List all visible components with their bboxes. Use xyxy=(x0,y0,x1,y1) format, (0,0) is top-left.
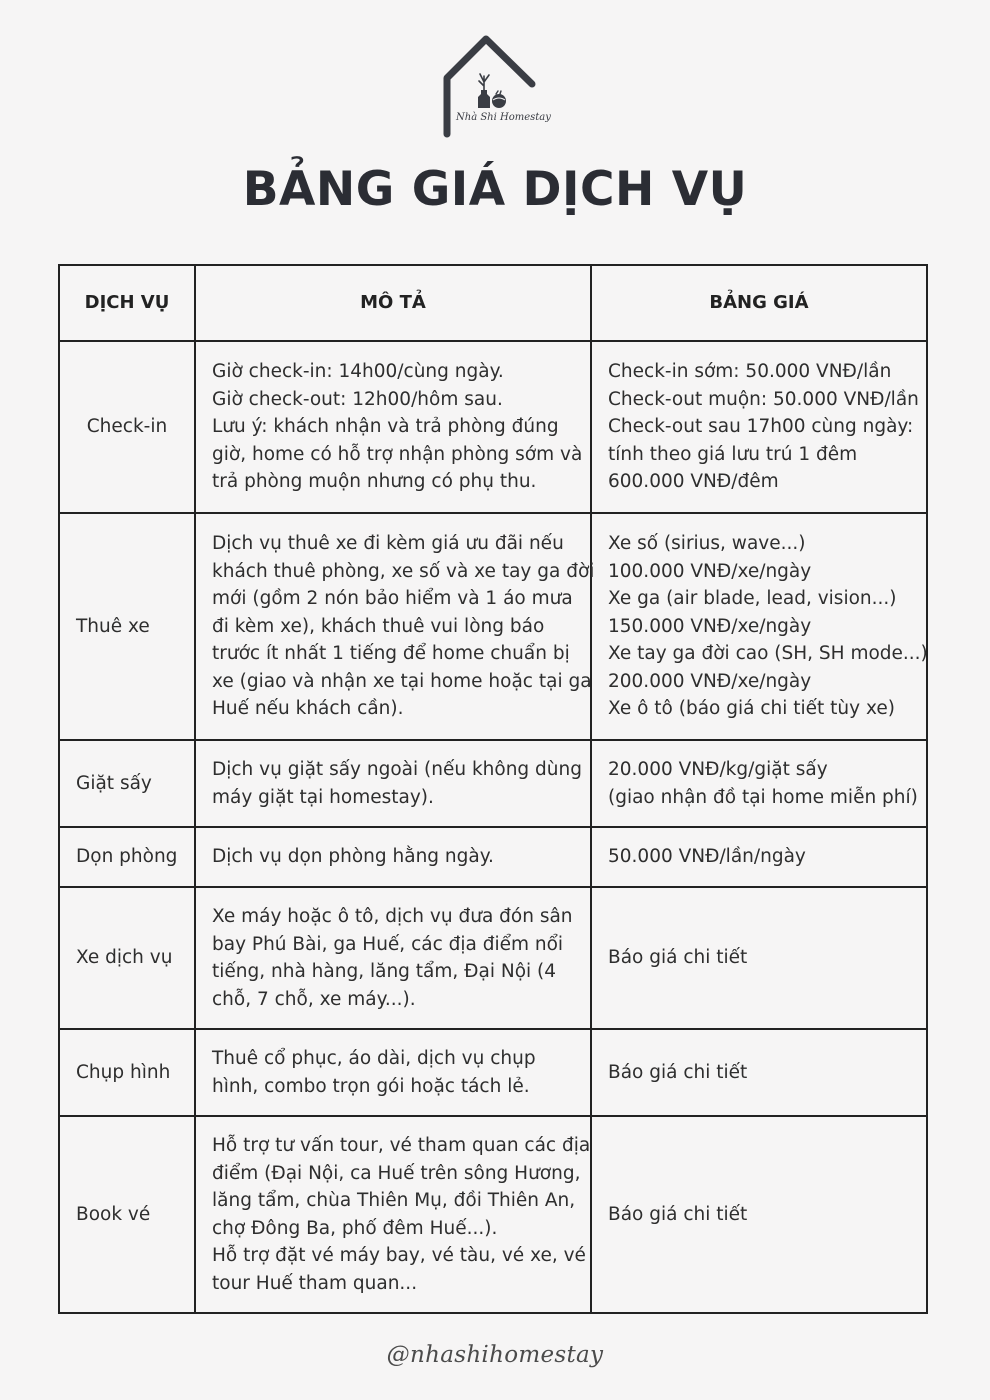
price-line: Báo giá chi tiết xyxy=(608,1061,748,1083)
table-row xyxy=(59,341,927,513)
description-line: Dịch vụ dọn phòng hằng ngày. xyxy=(212,846,494,868)
description-line: Xe máy hoặc ô tô, dịch vụ đưa đón sân xyxy=(212,906,573,927)
service-cell xyxy=(59,740,195,827)
description-line: xe (giao và nhận xe tại home hoặc tại ga xyxy=(212,670,592,692)
description-line: tour Huế tham quan... xyxy=(212,1272,418,1294)
header-description: MÔ TẢ xyxy=(195,265,591,341)
price-line: tính theo giá lưu trú 1 đêm xyxy=(608,443,858,465)
description-line: lăng tẩm, chùa Thiên Mụ, đồi Thiên An, xyxy=(212,1190,576,1211)
price-line: Check-out sau 17h00 cùng ngày: xyxy=(608,416,914,438)
price-line: (giao nhận đồ tại home miễn phí) xyxy=(608,786,918,808)
service-name: Book vé xyxy=(76,1203,151,1225)
price-cell xyxy=(591,887,927,1029)
table-row xyxy=(59,1116,927,1313)
service-cell xyxy=(59,1116,195,1313)
description-line: khách thuê phòng, xe số và xe tay ga đời xyxy=(212,560,595,582)
description-cell xyxy=(195,827,591,887)
homestay-logo xyxy=(438,30,556,142)
price-line: Báo giá chi tiết xyxy=(608,1203,748,1225)
price-line: 20.000 VNĐ/kg/giặt sấy xyxy=(608,759,828,780)
service-name: Thuê xe xyxy=(76,615,150,637)
description-line: chỗ, 7 chỗ, xe máy...). xyxy=(212,988,416,1010)
service-cell xyxy=(59,887,195,1029)
price-line: 600.000 VNĐ/đêm xyxy=(608,471,779,493)
price-line: 200.000 VNĐ/xe/ngày xyxy=(608,670,812,692)
description-line: trước ít nhất 1 tiếng để home chuẩn bị xyxy=(212,643,570,665)
description-line: hình, combo trọn gói hoặc tách lẻ. xyxy=(212,1075,530,1097)
service-name: Chụp hình xyxy=(76,1061,171,1083)
price-cell xyxy=(591,740,927,827)
table-row xyxy=(59,1029,927,1116)
service-cell xyxy=(59,341,195,513)
service-name: Giặt sấy xyxy=(76,772,152,794)
price-cell xyxy=(591,1116,927,1313)
description-line: Dịch vụ thuê xe đi kèm giá ưu đãi nếu xyxy=(212,533,564,555)
description-line: mới (gồm 2 nón bảo hiểm và 1 áo mưa xyxy=(212,588,573,610)
description-line: điểm (Đại Nội, ca Huế trên sông Hương, xyxy=(212,1162,581,1184)
service-name: Xe dịch vụ xyxy=(76,947,173,969)
table-row xyxy=(59,887,927,1029)
service-cell xyxy=(59,513,195,740)
description-line: Giờ check-in: 14h00/cùng ngày. xyxy=(212,361,504,383)
description-line: Hỗ trợ tư vấn tour, vé tham quan các địa xyxy=(212,1135,591,1156)
description-line: máy giặt tại homestay). xyxy=(212,786,434,808)
table-row xyxy=(59,740,927,827)
price-cell xyxy=(591,341,927,513)
social-handle: @nhashihomestay xyxy=(386,1342,604,1368)
description-line: tiếng, nhà hàng, lăng tẩm, Đại Nội (4 xyxy=(212,961,557,982)
page-title: BẢNG GIÁ DỊCH VỤ xyxy=(242,162,748,217)
service-name: Check-in xyxy=(86,416,168,438)
description-line: Huế nếu khách cần). xyxy=(212,698,404,720)
description-line: Thuê cổ phục, áo dài, dịch vụ chụp xyxy=(212,1048,536,1069)
description-cell xyxy=(195,513,595,740)
logo-brand-name: Nhà Shi Homestay xyxy=(456,112,551,123)
table-body xyxy=(59,341,927,1313)
description-line: Lưu ý: khách nhận và trả phòng đúng xyxy=(212,416,559,438)
house-logo-icon xyxy=(438,30,556,142)
description-cell xyxy=(195,1029,591,1116)
description-line: đi kèm xe), khách thuê vui lòng báo xyxy=(212,615,545,637)
table-header-row xyxy=(59,265,927,341)
price-line: Xe số (sirius, wave...) xyxy=(608,533,806,555)
price-line: Check-in sớm: 50.000 VNĐ/lần xyxy=(608,361,892,383)
service-cell xyxy=(59,1029,195,1116)
service-name: Dọn phòng xyxy=(76,846,178,868)
price-line: Xe tay ga đời cao (SH, SH mode...) xyxy=(608,643,928,665)
description-cell xyxy=(195,1116,591,1313)
description-cell xyxy=(195,740,591,827)
price-line: Báo giá chi tiết xyxy=(608,947,748,969)
description-line: bay Phú Bài, ga Huế, các địa điểm nổi xyxy=(212,933,564,955)
header-price: BẢNG GIÁ xyxy=(591,265,927,341)
table-row xyxy=(59,513,927,740)
price-line: 150.000 VNĐ/xe/ngày xyxy=(608,615,812,637)
description-line: Dịch vụ giặt sấy ngoài (nếu không dùng xyxy=(212,759,582,780)
price-line: Xe ga (air blade, lead, vision...) xyxy=(608,588,897,610)
header-service: DỊCH VỤ xyxy=(59,265,195,341)
price-line: Xe ô tô (báo giá chi tiết tùy xe) xyxy=(608,698,895,720)
description-line: Giờ check-out: 12h00/hôm sau. xyxy=(212,388,503,410)
table-row xyxy=(59,827,927,887)
price-cell xyxy=(591,1029,927,1116)
service-cell xyxy=(59,827,195,887)
price-cell xyxy=(591,827,927,887)
description-line: Hỗ trợ đặt vé máy bay, vé tàu, vé xe, vé xyxy=(212,1245,586,1266)
description-line: trả phòng muộn nhưng có phụ thu. xyxy=(212,471,537,493)
price-line: 100.000 VNĐ/xe/ngày xyxy=(608,560,812,582)
description-cell xyxy=(195,887,591,1029)
price-table xyxy=(58,264,928,1314)
description-line: giờ, home có hỗ trợ nhận phòng sớm và xyxy=(212,443,583,465)
price-cell xyxy=(591,513,927,740)
price-line: 50.000 VNĐ/lần/ngày xyxy=(608,846,806,868)
description-line: chợ Đông Ba, phố đêm Huế...). xyxy=(212,1217,498,1239)
price-line: Check-out muộn: 50.000 VNĐ/lần xyxy=(608,388,919,410)
description-cell xyxy=(195,341,591,513)
